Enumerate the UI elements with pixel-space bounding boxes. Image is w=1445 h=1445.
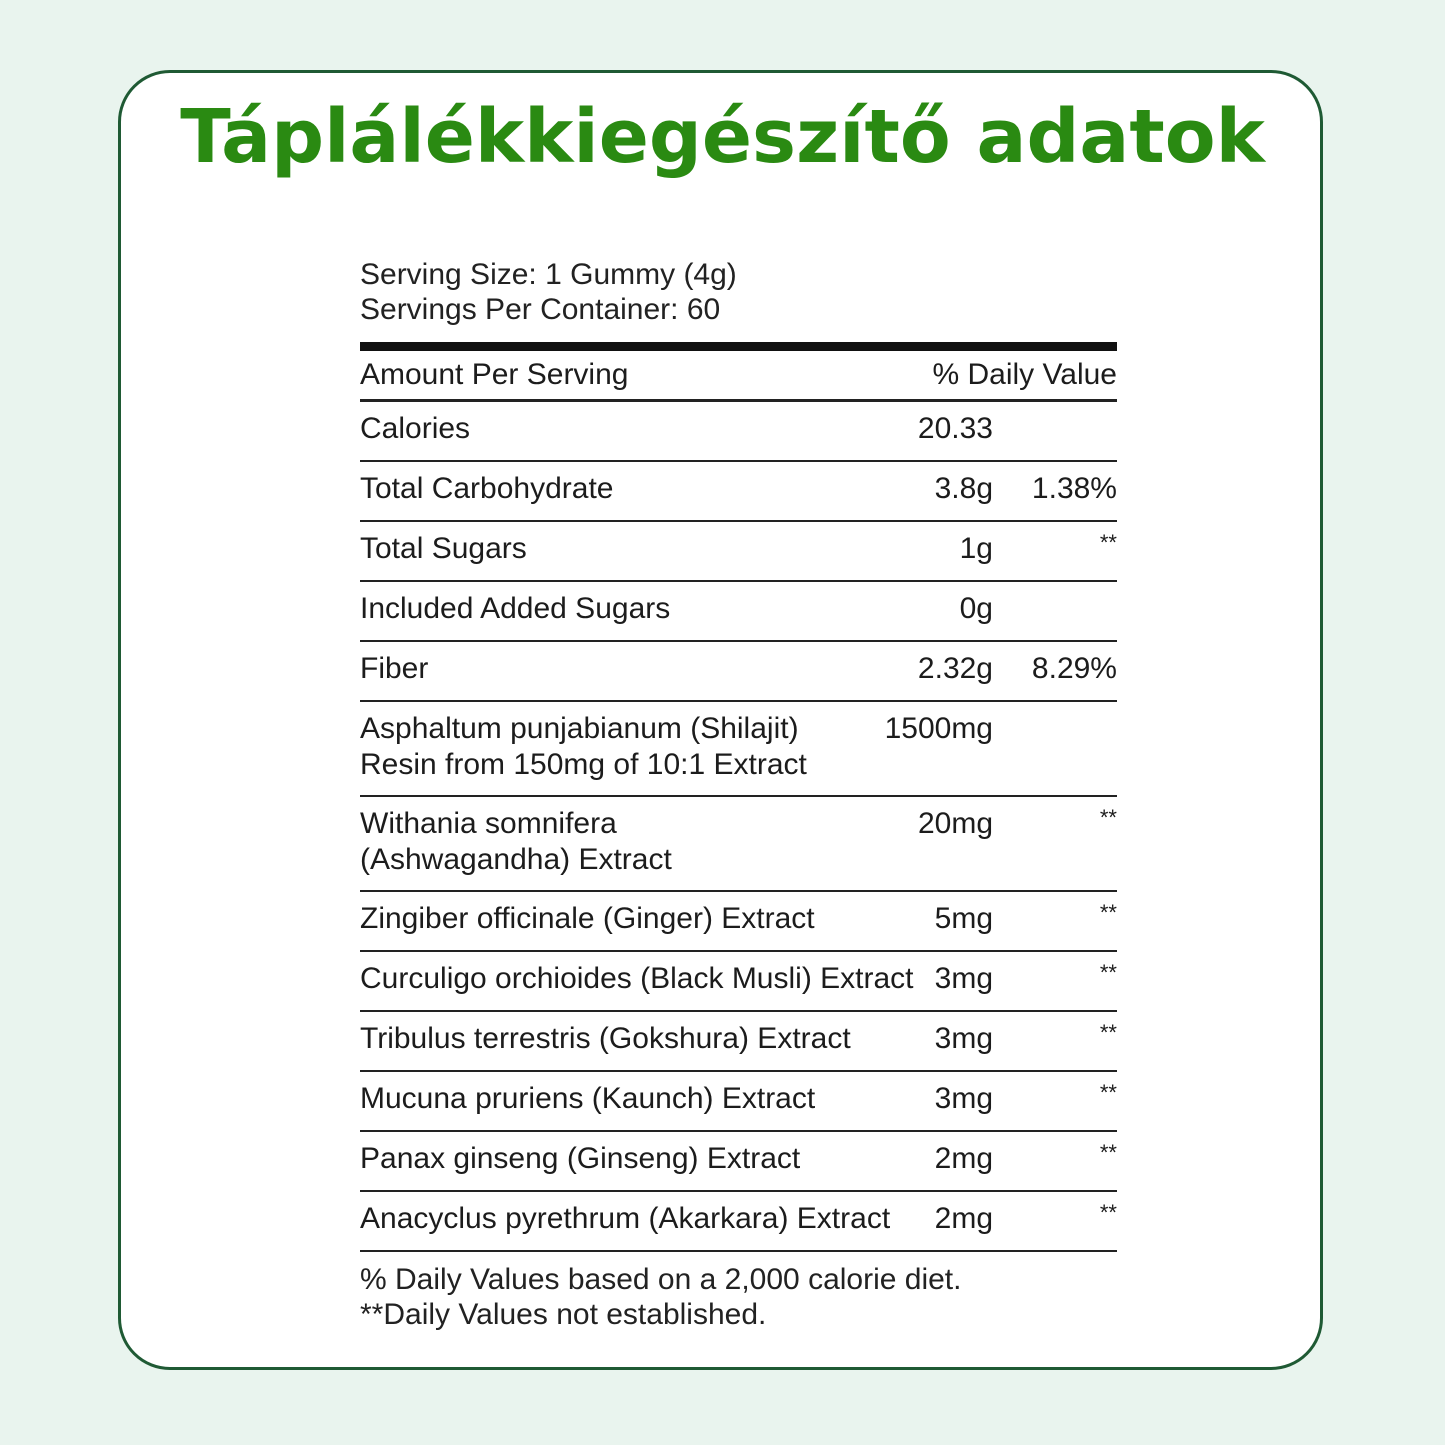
nutrient-amount: 2mg	[934, 1202, 993, 1235]
table-row	[360, 1192, 1117, 1252]
nutrient-dv: **	[1099, 1140, 1117, 1165]
nutrient-name-line: Resin from 150mg of 10:1 Extract	[360, 748, 807, 781]
nutrient-amount: 1g	[959, 532, 993, 565]
nutrient-name: Anacyclus pyrethrum (Akarkara) Extract	[360, 1202, 891, 1235]
table-row	[360, 702, 1117, 797]
nutrient-name-line: Asphaltum punjabianum (Shilajit)	[360, 712, 799, 745]
nutrient-name: Included Added Sugars	[360, 592, 671, 625]
nutrient-name: Zingiber officinale (Ginger) Extract	[360, 902, 815, 935]
nutrient-amount: 3mg	[934, 1022, 993, 1055]
nutrient-name-line: Withania somnifera	[360, 807, 617, 840]
table-row	[360, 892, 1117, 952]
nutrient-amount: 5mg	[934, 902, 993, 935]
nutrient-name: Mucuna pruriens (Kaunch) Extract	[360, 1082, 816, 1115]
nutrient-name: Total Sugars	[360, 532, 527, 565]
nutrient-amount: 3.8g	[934, 472, 993, 505]
nutrient-name: Curculigo orchioides (Black Musli) Extract	[360, 962, 914, 995]
table-row	[360, 522, 1117, 582]
nutrient-amount: 3mg	[934, 1082, 993, 1115]
footnote-daily-values: % Daily Values based on a 2,000 calorie diet.	[360, 1263, 962, 1296]
page-title: Táplálékkiegészítő adatok	[180, 94, 1265, 180]
nutrient-name-line: (Ashwagandha) Extract	[360, 843, 672, 876]
supplement-facts-panel	[360, 257, 1117, 1332]
nutrient-name: Tribulus terrestris (Gokshura) Extract	[360, 1022, 851, 1055]
nutrient-dv: **	[1099, 1020, 1117, 1045]
nutrient-name: Total Carbohydrate	[360, 472, 614, 505]
nutrient-dv: **	[1099, 805, 1117, 830]
nutrient-dv: **	[1099, 1080, 1117, 1105]
nutrient-dv: **	[1099, 1200, 1117, 1225]
table-row	[360, 1072, 1117, 1132]
table-row	[360, 582, 1117, 642]
nutrient-amount: 1500mg	[884, 712, 993, 745]
nutrient-dv: **	[1099, 530, 1117, 555]
footnote-not-established: **Daily Values not established.	[360, 1298, 767, 1331]
nutrient-name: Fiber	[360, 652, 429, 685]
nutrient-name: Panax ginseng (Ginseng) Extract	[360, 1142, 801, 1175]
table-header	[360, 351, 1117, 402]
nutrient-amount: 20.33	[917, 412, 993, 445]
table-row	[360, 462, 1117, 522]
nutrient-name: Calories	[360, 412, 471, 445]
nutrient-amount: 2mg	[934, 1142, 993, 1175]
table-row	[360, 1132, 1117, 1192]
daily-value-label: % Daily Value	[932, 358, 1117, 391]
amount-per-serving-label: Amount Per Serving	[360, 358, 629, 391]
nutrient-amount: 20mg	[917, 807, 993, 840]
nutrient-dv: 8.29%	[1031, 652, 1117, 685]
table-row	[360, 642, 1117, 702]
table-row	[360, 797, 1117, 892]
servings-per-container: Servings Per Container: 60	[360, 293, 721, 326]
nutrient-dv: **	[1099, 960, 1117, 985]
table-row	[360, 1012, 1117, 1072]
serving-size: Serving Size: 1 Gummy (4g)	[360, 258, 737, 291]
table-row	[360, 952, 1117, 1012]
nutrient-name	[360, 711, 900, 783]
nutrient-amount: 0g	[959, 592, 993, 625]
thick-divider	[360, 342, 1117, 351]
nutrient-dv: **	[1099, 900, 1117, 925]
nutrient-amount: 3mg	[934, 962, 993, 995]
nutrient-dv: 1.38%	[1031, 472, 1117, 505]
table-row	[360, 402, 1117, 462]
nutrient-name	[360, 806, 900, 878]
nutrient-amount: 2.32g	[917, 652, 993, 685]
